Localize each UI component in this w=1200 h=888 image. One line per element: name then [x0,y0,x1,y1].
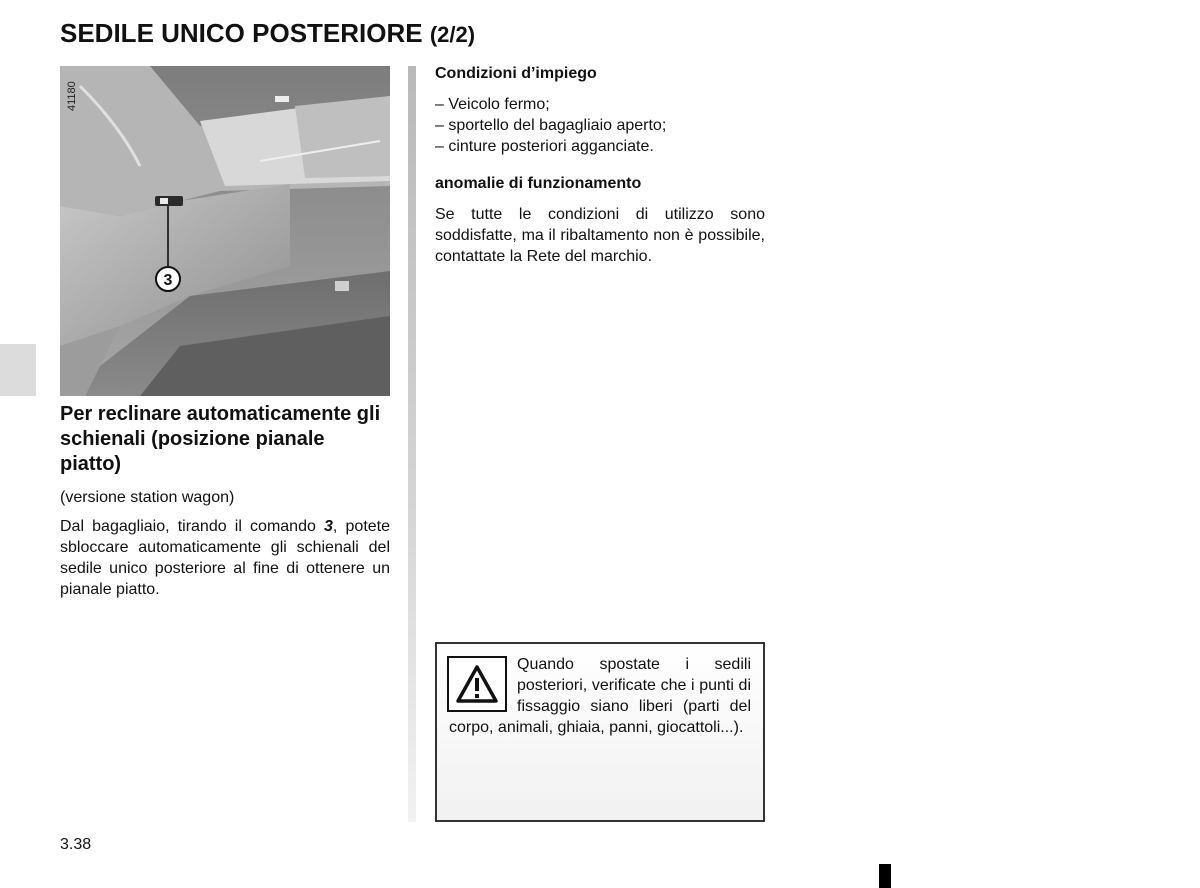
title-suffix: (2/2) [429,22,476,47]
trunk-drawing [60,66,390,396]
instruction-text-start: Dal bagagliaio, tirando il comando [60,518,325,535]
page-number: 3.38 [60,836,92,853]
corner-mark [879,864,891,888]
condition-item: – Veicolo fermo; [435,96,550,113]
condition-item: – sportello del bagagliaio aperto; [435,117,667,134]
warning-text: Quando spostate i sedili posteriori, verificate che i punti di fissaggio siano liberi (parti del corpo, animali, ghiaia, panni, giocattoli...). [449,656,751,736]
condition-item: – cinture posteriori agganciate. [435,138,654,155]
conditions-heading: Condizioni d’impiego [435,65,597,82]
title-main: SEDILE UNICO POSTERIORE [60,18,423,48]
image-code: 41180 [66,81,78,111]
section-tab [0,344,36,396]
command-ref: 3 [324,518,333,535]
callout-label: 3 [163,272,173,289]
instruction-paragraph [60,516,390,600]
warning-triangle-icon [447,656,507,712]
warning-box [435,642,765,822]
section-heading: Per reclinare automaticamente gli schienali (posizione pianale piatto) [60,403,381,475]
right-column [435,63,765,267]
left-column [60,402,390,608]
conditions-list [435,94,765,157]
version-note: (versione station wagon) [60,489,235,506]
anomalies-heading: anomalie di funzionamento [435,175,642,192]
page-title [60,18,475,49]
column-divider [408,66,416,822]
anomalies-text: Se tutte le condizioni di utilizzo sono soddisfatte, ma il ribaltamento non è possibile, contattate la Rete del marchio. [435,206,765,265]
trunk-illustration [60,66,390,396]
instruction-text-end: , potete sbloccare automaticamente gli schienali del sedile unico posteriore al fine di ottenere un pianale piatto. [60,518,391,598]
